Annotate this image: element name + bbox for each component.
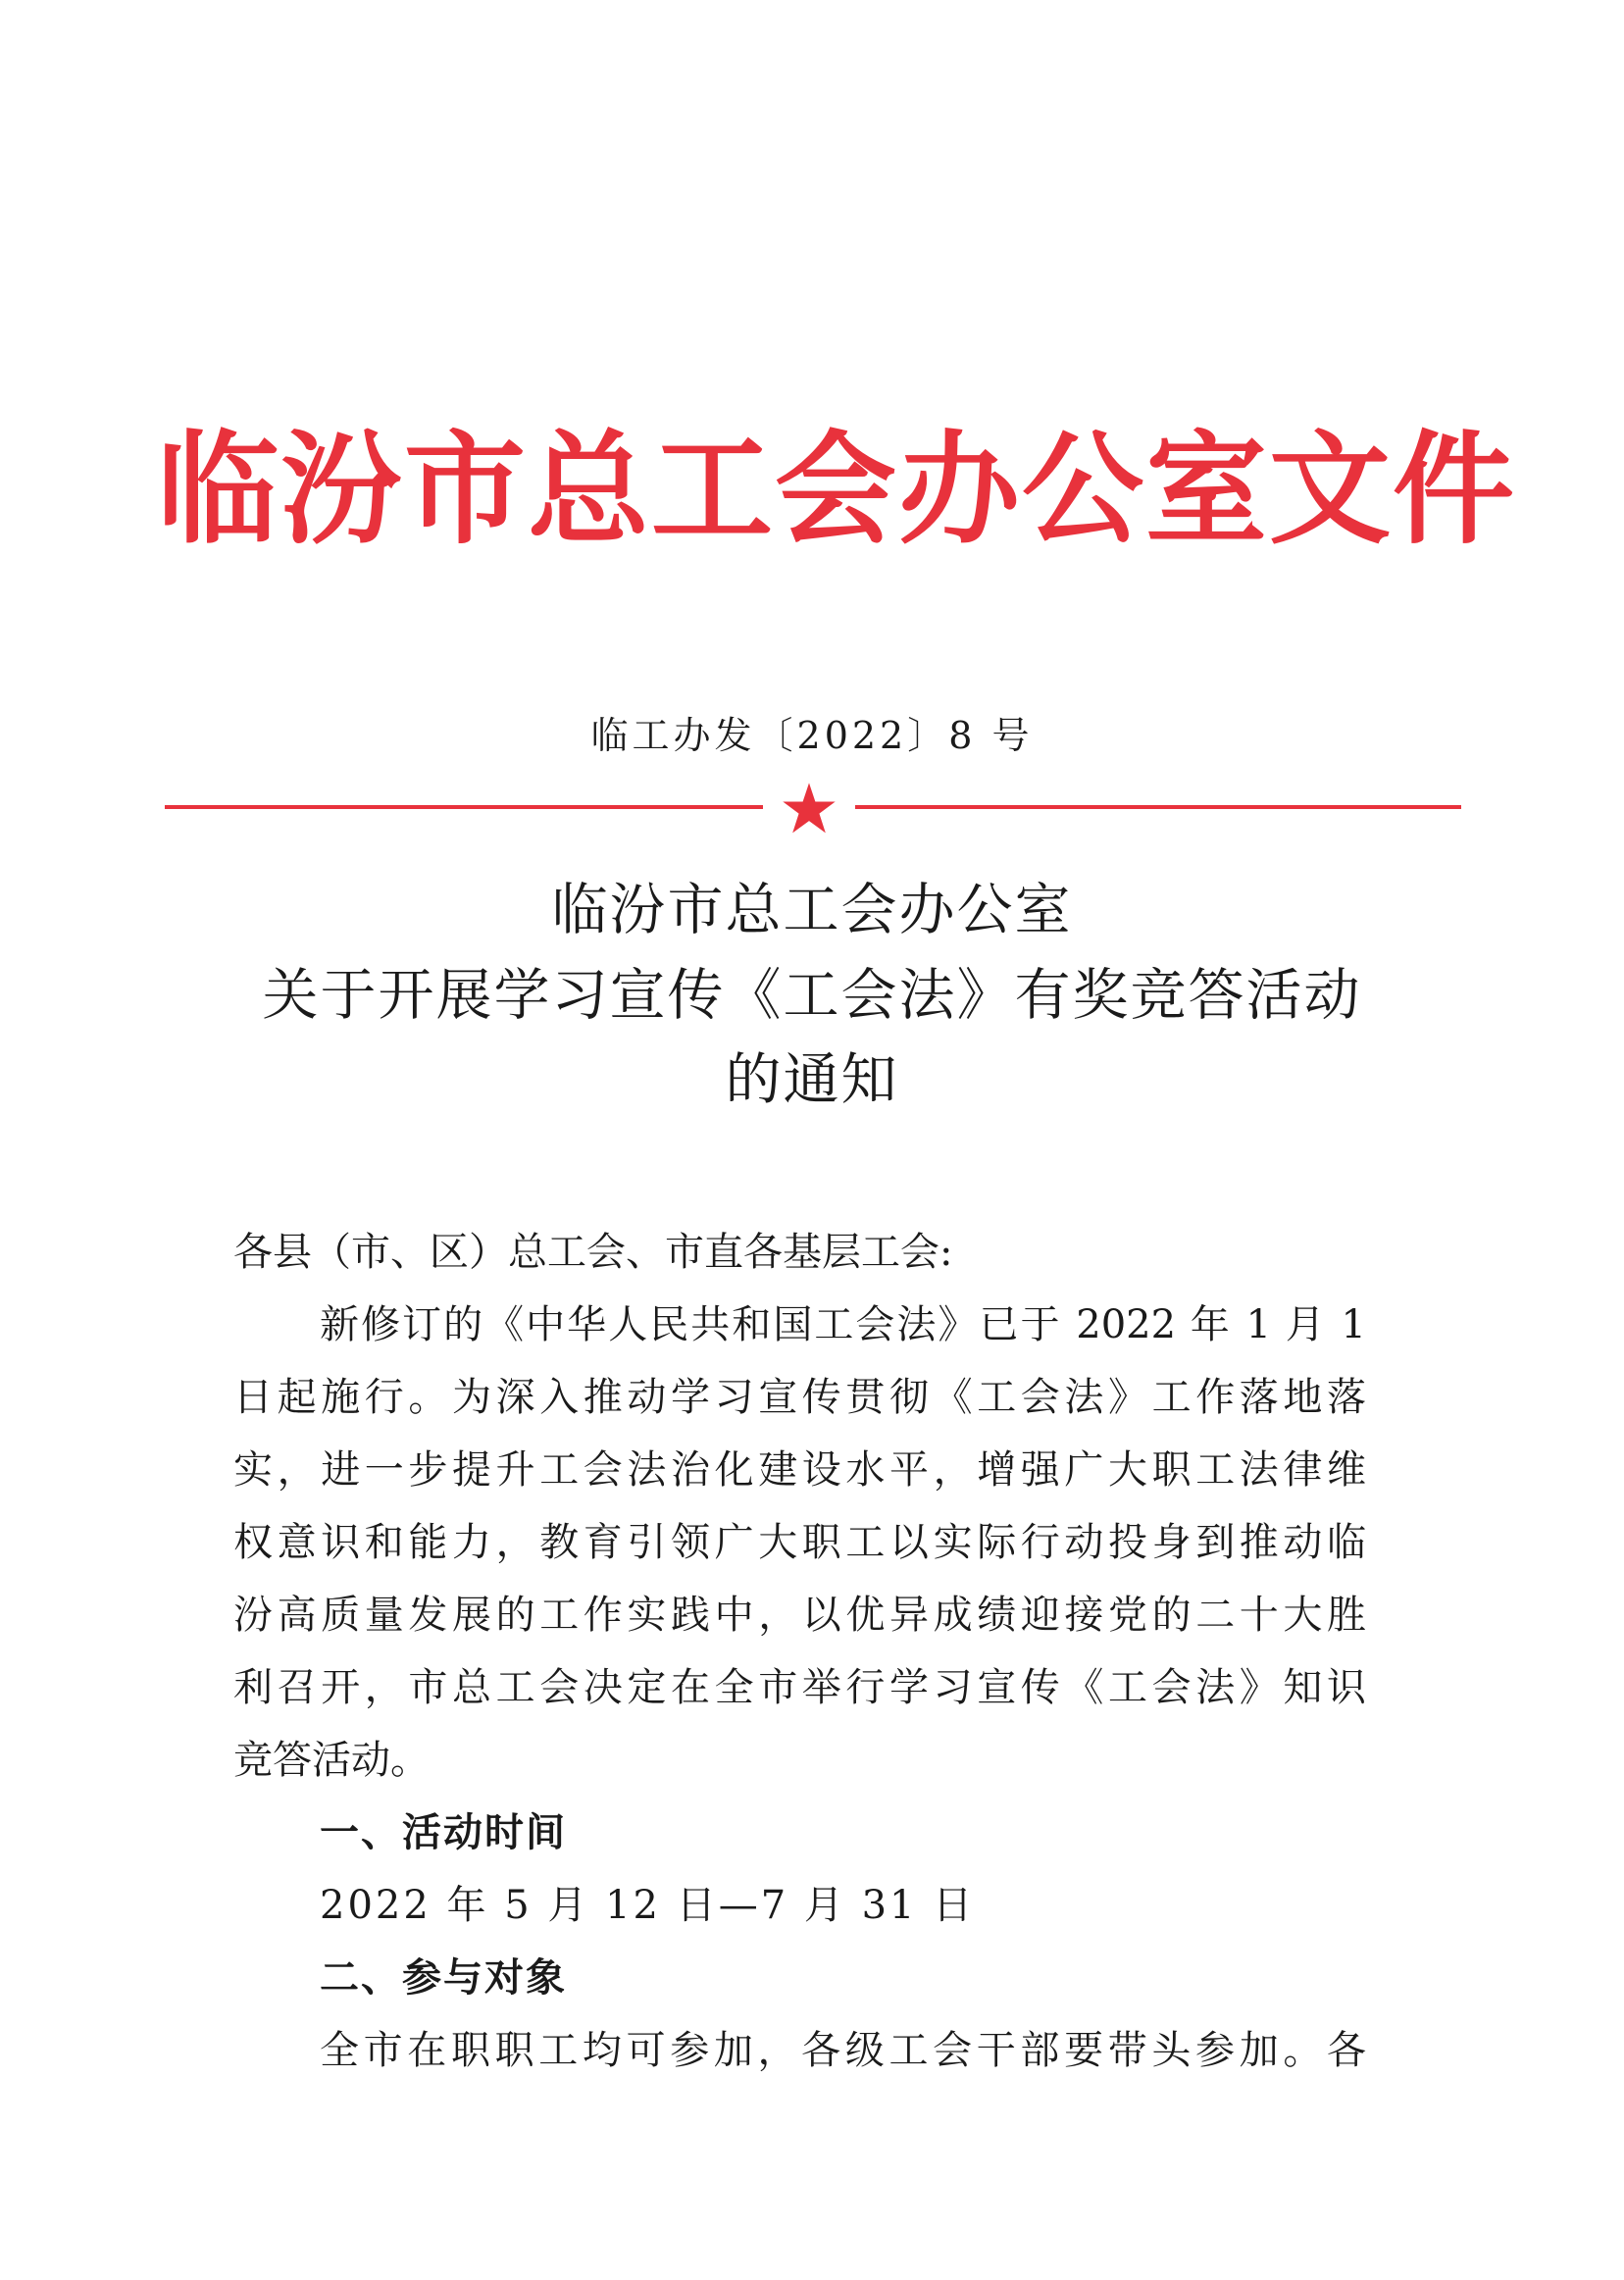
title-line-2: 关于开展学习宣传《工会法》有奖竞答活动 [262,963,1362,1028]
body-line: 实，进一步提升工会法治化建设水平，增强广大职工法律维 [233,1447,1366,1493]
masthead: 临汾市总工会办公室文件 [157,419,1517,561]
section-content-time: 2022 年 5 月 12 日—7 月 31 日 [320,1883,976,1928]
body-line: 新修订的《中华人民共和国工会法》已于 2022 年 1 月 1 [320,1302,1366,1347]
red-rule-right [855,805,1461,809]
section-heading-participants: 二、参与对象 [320,1955,567,2001]
section-content-participants: 全市在职职工均可参加，各级工会干部要带头参加。各 [320,2028,1366,2073]
section-heading-time: 一、活动时间 [320,1810,567,1855]
title-line-1: 临汾市总工会办公室 [551,878,1073,942]
document-number: 临工办发〔2022〕8 号 [590,714,1034,757]
star-icon [781,781,837,837]
body-line: 利召开，市总工会决定在全市举行学习宣传《工会法》知识 [233,1665,1366,1710]
red-rule-left [165,805,763,809]
body-line: 汾高质量发展的工作实践中，以优异成绩迎接党的二十大胜 [233,1593,1366,1638]
salutation: 各县（市、区）总工会、市直各基层工会: [233,1230,953,1275]
title-line-3: 的通知 [725,1047,899,1112]
body-line: 日起施行。为深入推动学习宣传贯彻《工会法》工作落地落 [233,1375,1366,1420]
body-line: 权意识和能力，教育引领广大职工以实际行动投身到推动临 [233,1520,1366,1565]
body-line: 竞答活动。 [233,1738,430,1783]
